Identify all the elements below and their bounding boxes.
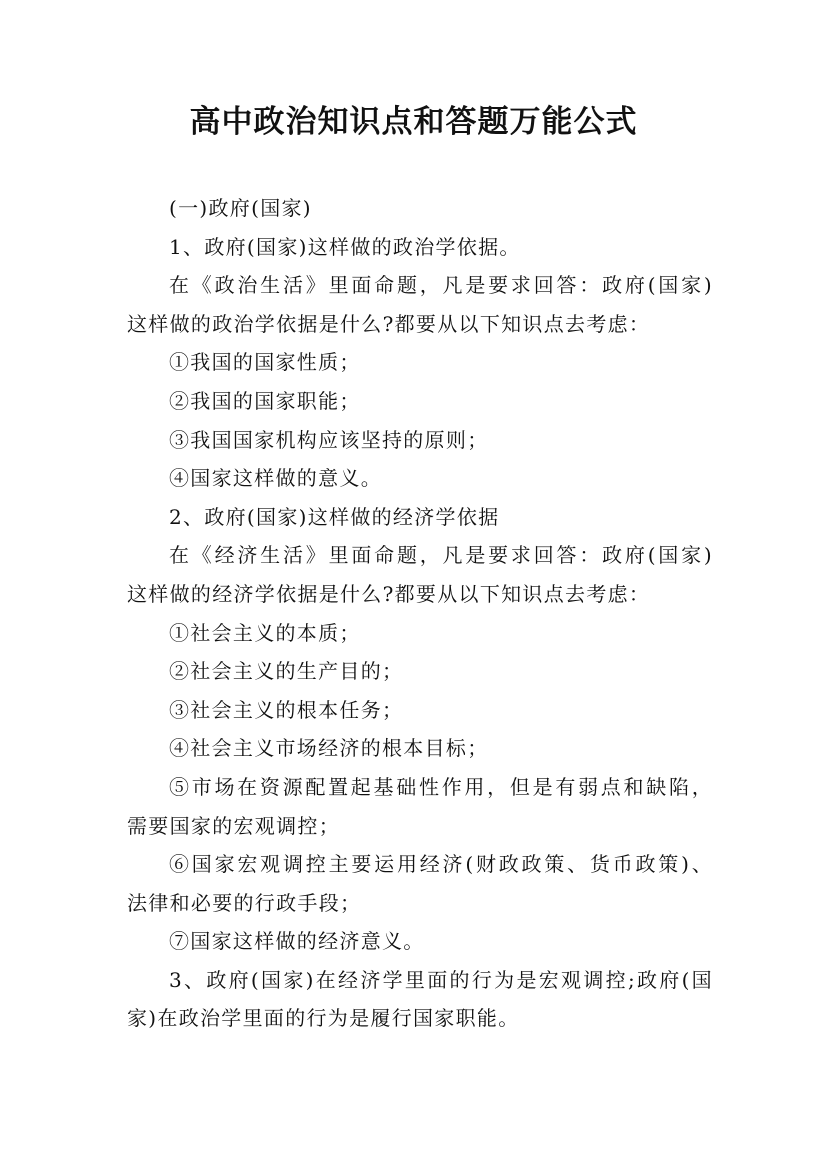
point-1-intro-line-1: 在《政治生活》里面命题，凡是要求回答：政府(国家) bbox=[169, 273, 713, 298]
point-2-item-2: ②社会主义的生产目的； bbox=[169, 659, 404, 684]
point-2-heading: 2、政府(国家)这样做的经济学依据 bbox=[169, 504, 500, 529]
point-3-line-2: 家)在政治学里面的行为是履行国家职能。 bbox=[127, 1006, 520, 1031]
point-2-item-7: ⑦国家这样做的经济意义。 bbox=[169, 929, 425, 954]
document-title: 高中政治知识点和答题万能公式 bbox=[189, 104, 638, 140]
point-1-item-2: ②我国的国家职能； bbox=[169, 388, 361, 413]
section-heading: (一)政府(国家) bbox=[169, 196, 312, 220]
point-1-heading: 1、政府(国家)这样做的政治学依据。 bbox=[169, 234, 521, 259]
point-1-intro-line-2: 这样做的政治学依据是什么?都要从以下知识点去考虑： bbox=[127, 311, 651, 336]
point-2-item-1: ①社会主义的本质； bbox=[169, 620, 361, 645]
point-2-item-6-line-2: 法律和必要的行政手段； bbox=[127, 890, 362, 915]
point-2-item-3: ③社会主义的根本任务； bbox=[169, 697, 404, 722]
document-body bbox=[127, 189, 713, 1038]
point-2-item-5-line-2: 需要国家的宏观调控； bbox=[127, 813, 340, 838]
point-2-item-4: ④社会主义市场经济的根本目标； bbox=[169, 736, 489, 761]
point-2-intro-line-2: 这样做的经济学依据是什么?都要从以下知识点去考虑： bbox=[127, 581, 651, 606]
point-1-item-1: ①我国的国家性质； bbox=[169, 350, 361, 375]
point-1-item-4: ④国家这样做的意义。 bbox=[169, 466, 382, 491]
point-2-item-6-line-1: ⑥国家宏观调控主要运用经济(财政政策、货币政策)、 bbox=[169, 852, 713, 877]
point-2-intro-line-1: 在《经济生活》里面命题，凡是要求回答：政府(国家) bbox=[169, 543, 713, 568]
point-2-item-5-line-1: ⑤市场在资源配置起基础性作用，但是有弱点和缺陷， bbox=[169, 774, 713, 799]
point-3-line-1: 3、政府(国家)在经济学里面的行为是宏观调控;政府(国 bbox=[169, 967, 713, 992]
point-1-item-3: ③我国国家机构应该坚持的原则； bbox=[169, 427, 489, 452]
